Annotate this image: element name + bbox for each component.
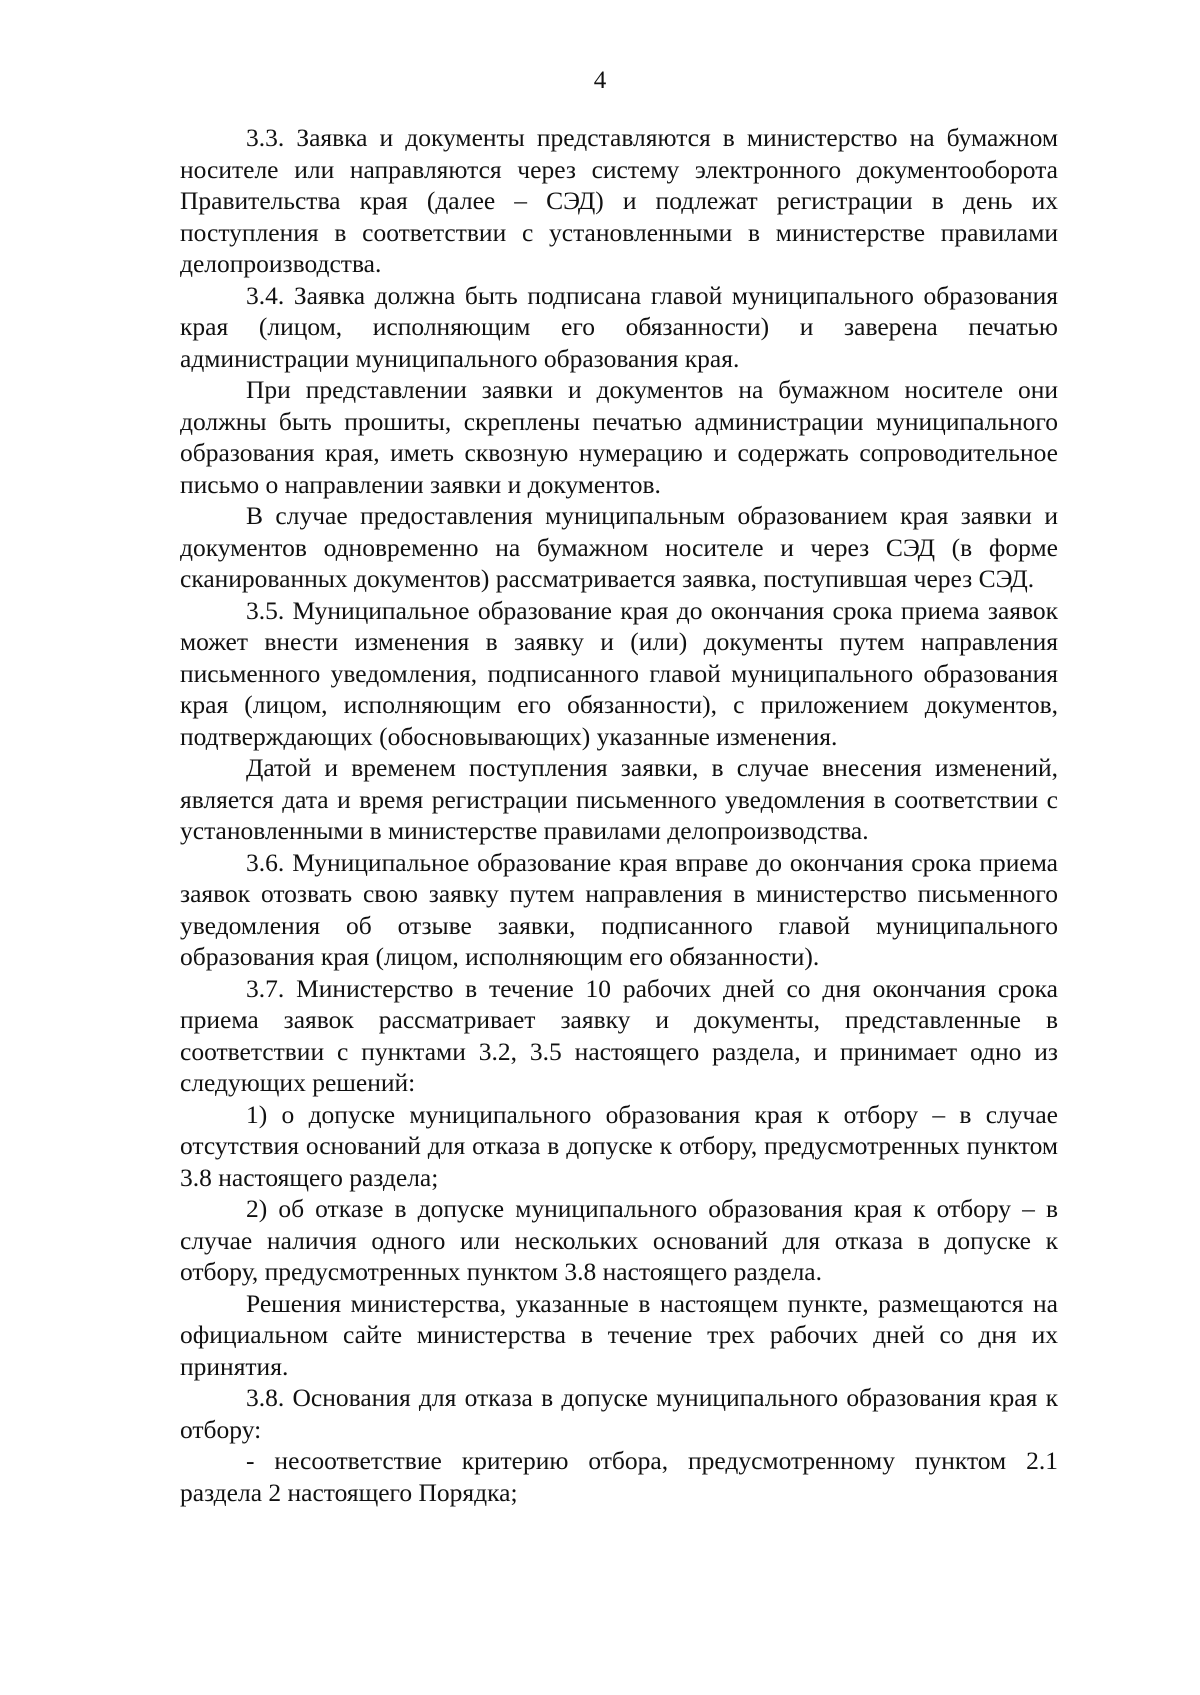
list-item-admission: 1) о допуске муниципального образования края к отбору – в случае отсутствия оснований для отказа в допуске к отбору, предусмотренных пунктом 3.8 настоящего раздела; <box>180 1099 1058 1192</box>
paragraph-3-5: 3.5. Муниципальное образование края до окончания срока приема заявок может внести изменения в заявку и (или) документы путем направления письменного уведомления, подписанного главой муниципального образования края (лицом, исполняющим его обязанности), с приложением документов, подтверждающих (обосновывающих) указанные изменения. <box>180 595 1058 751</box>
list-item-criteria-mismatch: - несоответствие критерию отбора, предусмотренному пунктом 2.1 раздела 2 настоящего Порядка; <box>180 1446 1058 1507</box>
list-item-refusal: 2) об отказе в допуске муниципального образования края к отбору – в случае наличия одного или нескольких оснований для отказа в допуске к отбору, предусмотренных пунктом 3.8 настоящего раздела. <box>180 1194 1058 1286</box>
paragraph-3-7: 3.7. Министерство в течение 10 рабочих дней со дня окончания срока приема заявок рассматривает заявку и документы, представленные в соответствии с пунктами 3.2, 3.5 настоящего раздела, и принимает одно из следующих решений: <box>180 973 1058 1097</box>
paragraph-3-6: 3.6. Муниципальное образование края вправе до окончания срока приема заявок отозвать свою заявку путем направления в министерство письменного уведомления об отзыве заявки, подписанного главой муниципального образования края (лицом, исполняющим его обязанности). <box>180 847 1058 971</box>
paragraph-decisions-publication: Решения министерства, указанные в настоящем пункте, размещаются на официальном сайте министерства в течение трех рабочих дней со дня их принятия. <box>180 1288 1058 1381</box>
paragraph-3-4: 3.4. Заявка должна быть подписана главой муниципального образования края (лицом, исполняющим его обязанности) и заверена печатью администрации муниципального образования края. <box>180 280 1058 373</box>
paragraph-3-3: 3.3. Заявка и документы представляются в министерство на бумажном носителе или направляются через систему электронного документооборота Правительства края (далее – СЭД) и подлежат регистрации в день их поступления в соответствии с установленными в министерстве правилами делопроизводства. <box>180 123 1058 278</box>
document-body <box>180 122 1058 1508</box>
page-number: 4 <box>593 67 607 94</box>
paragraph-3-8: 3.8. Основания для отказа в допуске муниципального образования края к отбору: <box>180 1383 1058 1444</box>
paragraph-change-date: Датой и временем поступления заявки, в случае внесения изменений, является дата и время регистрации письменного уведомления в соответствии с установленными в министерстве правилами делопроизводства. <box>180 753 1058 845</box>
paragraph-paper-submission: При представлении заявки и документов на бумажном носителе они должны быть прошиты, скреплены печатью администрации муниципального образования края, иметь сквозную нумерацию и содержать сопроводительное письмо о направлении заявки и документов. <box>180 375 1058 499</box>
paragraph-dual-submission: В случае предоставления муниципальным образованием края заявки и документов одновременно на бумажном носителе и через СЭД (в форме сканированных документов) рассматривается заявка, поступившая через СЭД. <box>180 501 1058 593</box>
